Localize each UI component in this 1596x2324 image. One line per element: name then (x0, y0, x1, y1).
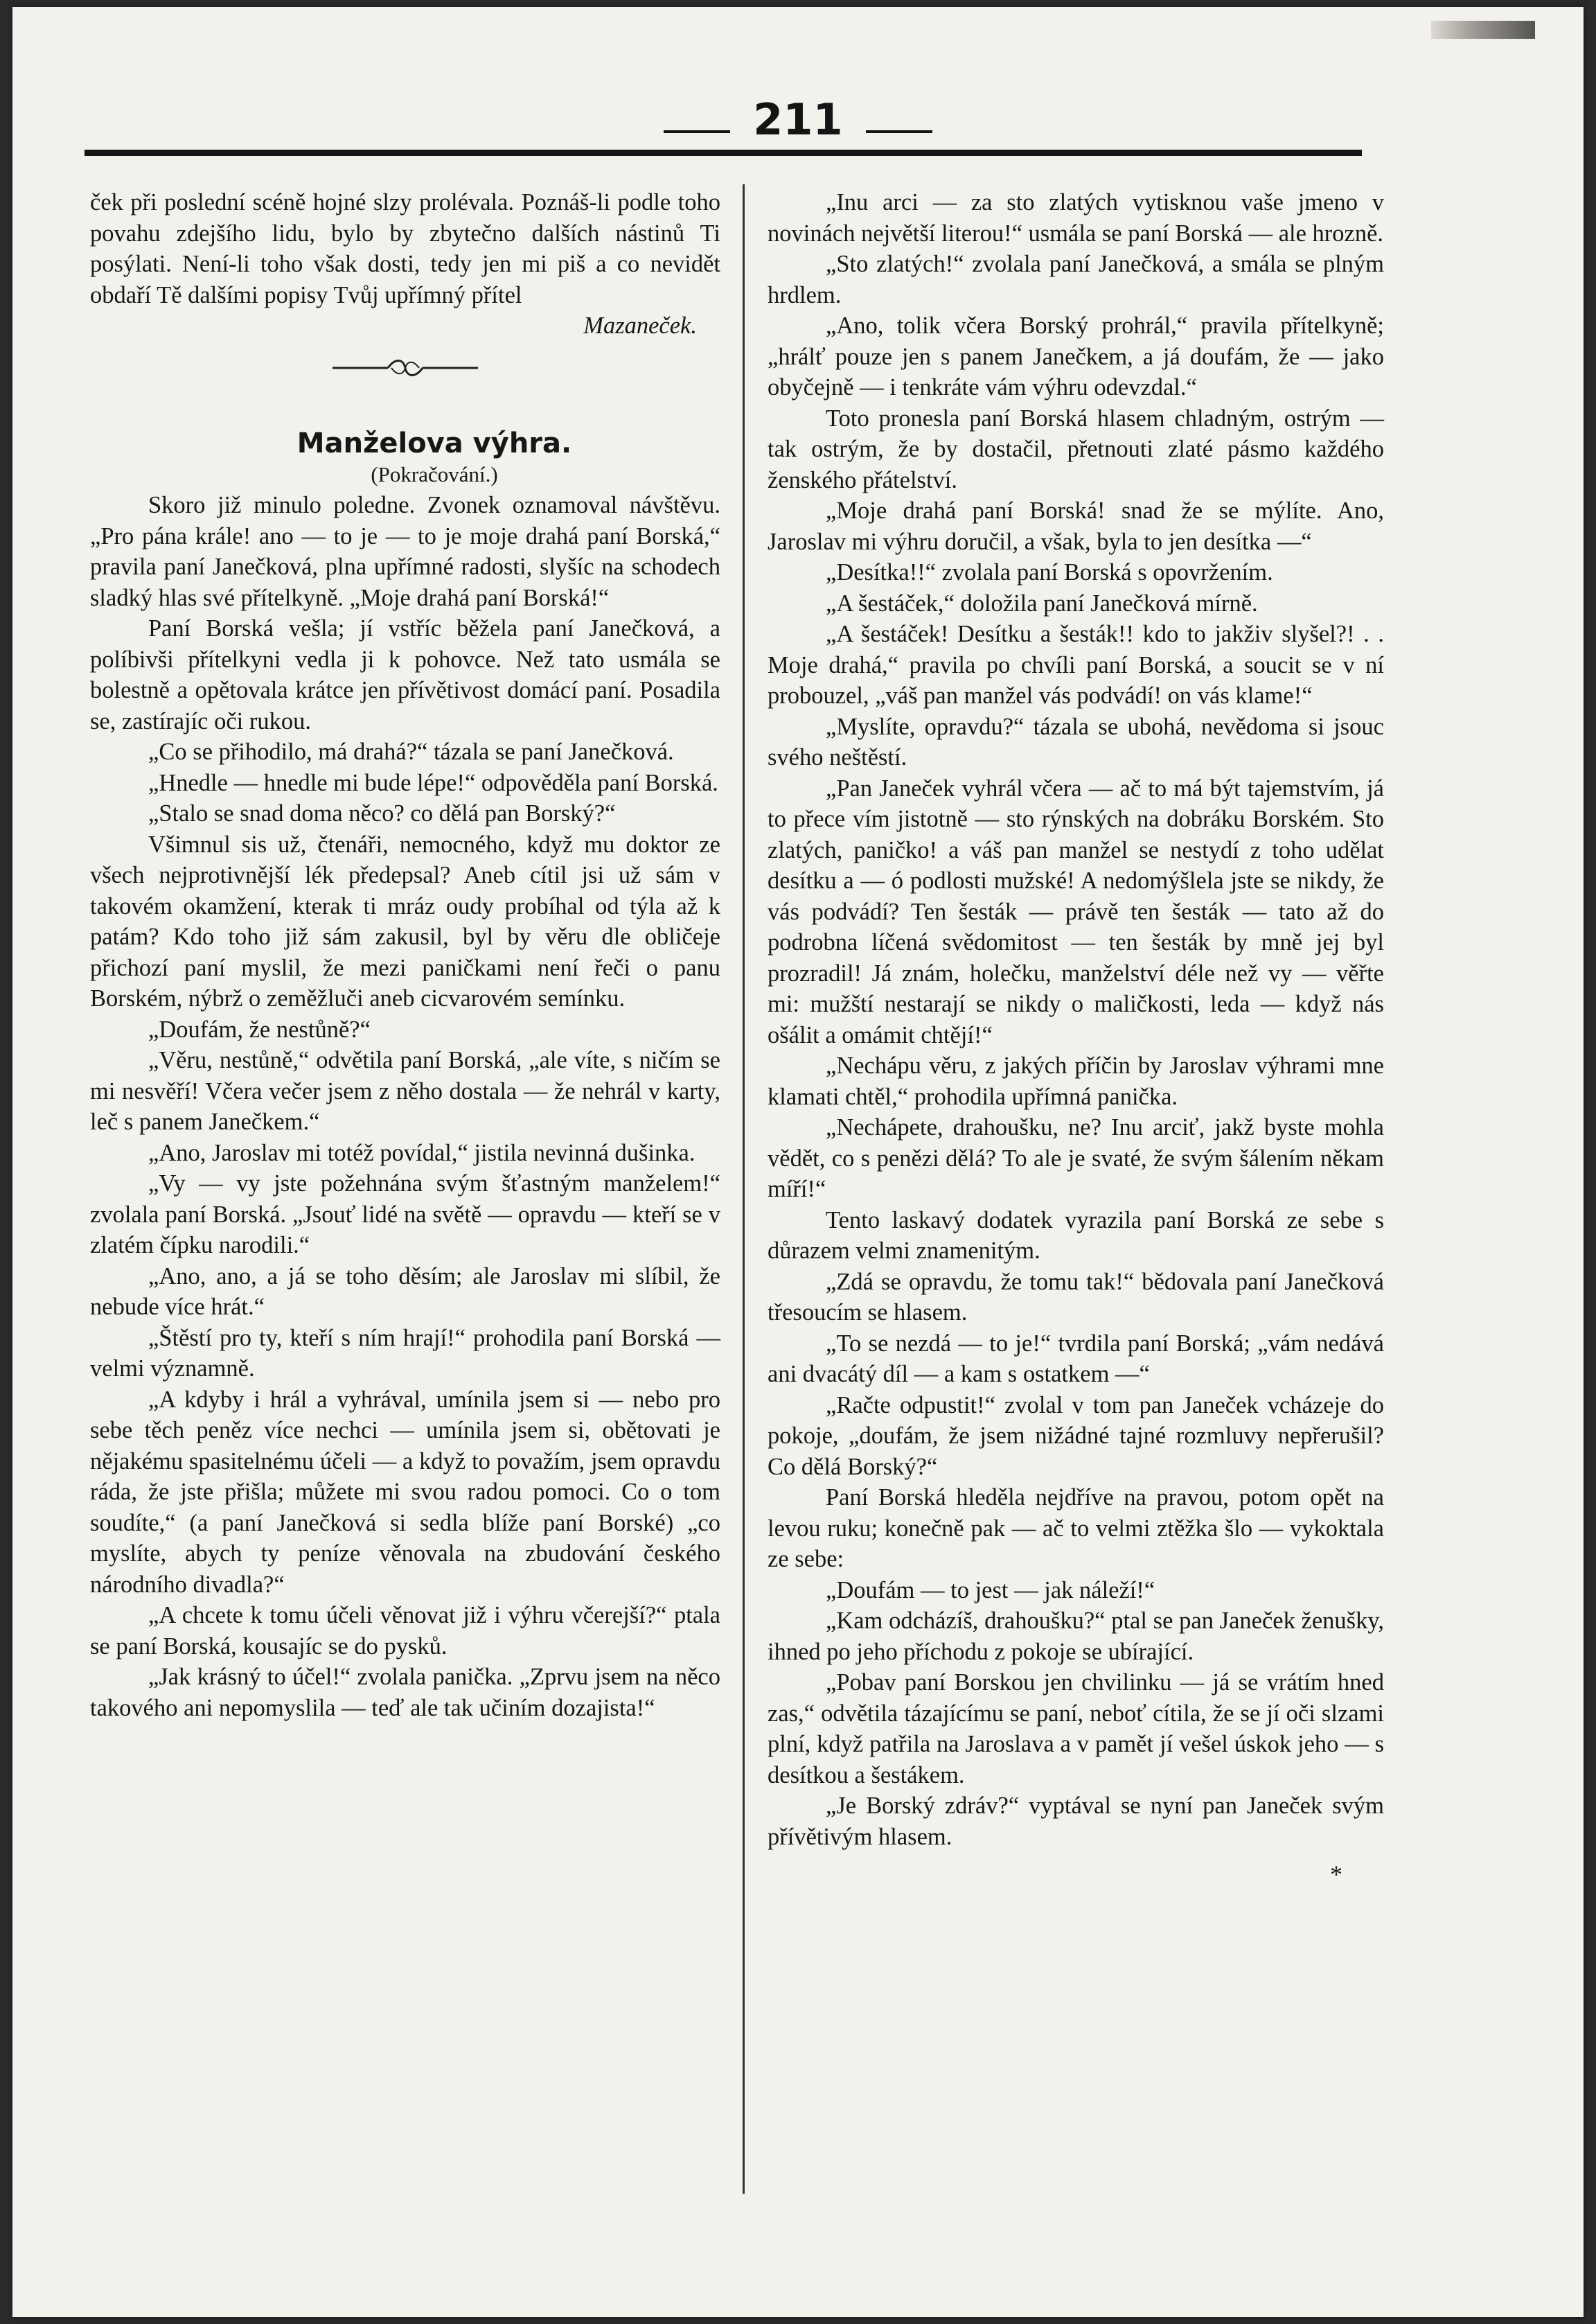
article-paragraph: „Věru, nestůně,“ odvětila paní Borská, „ale víte, s ničím se mi nesvěří! Včera večer jsem z něho dostala — že nehrál v karty, leč s panem Janečkem.“ (90, 1047, 720, 1135)
article-paragraph: „A kdyby i hrál a vyhrával, umínila jsem si — nebo pro sebe těch peněz více nechci — umínila jsem si, obětovati je nějakému spasitelnému účeli — a když to považím, jsem opravdu ráda, že jste přišla; můžete mi svou radou pomoci. Co o tom soudíte,“ (a paní Janečková si sedla blíže paní Borské) „co myslíte, abych ty peníze věnovala na zbudování českého národního divadla?“ (90, 1386, 720, 1598)
article-paragraph: „A šestáček! Desítku a šesták!! kdo to jakživ slyšel?! . . Moje drahá,“ pravila po chvíli paní Borská, a soucit se v ní probouzel, „váš pan manžel vás podvádí! on vás klame!“ (768, 621, 1384, 709)
article-paragraph: „Pobav paní Borskou jen chvilinku — já se vrátím hned zas,“ odvětila tázajícímu se paní, neboť cítila, že se jí oči slzami plní, když patřila na Jaroslava a v pamět jí vešel úskok jeho — s desítkou a šestákem. (768, 1669, 1384, 1788)
article-paragraph: „Desítka!!“ zvolala paní Borská s opovržením. (826, 559, 1273, 586)
article-paragraph: „Jak krásný to účel!“ zvolala panička. „Zprvu jsem na něco takového ani nepomyslila — teď ale tak učiním dozajista!“ (90, 1664, 720, 1721)
article-paragraph: Toto pronesla paní Borská hlasem chladným, ostrým — tak ostrým, že by dostačil, přetnouti zlaté pásmo každého ženského přátelství. (768, 405, 1384, 493)
article-paragraph: „Ano, tolik včera Borský prohrál,“ pravila přítelkyně; „hrálť pouze jen s panem Janečkem, a já doufám, že — jako obyčejně — i tenkráte vám výhru odevzdal.“ (768, 312, 1384, 400)
flourish-icon (326, 355, 485, 380)
article-paragraph: „Doufám — to jest — jak náleží!“ (826, 1576, 1155, 1603)
left-column (90, 187, 720, 1723)
newspaper-page (12, 7, 1584, 2317)
article-paragraph: „Co se přihodilo, má drahá?“ tázala se paní Janečková. (148, 739, 674, 765)
article-paragraph: „Je Borský zdráv?“ vyptával se nyní pan Janeček svým přívětivým hlasem. (768, 1793, 1384, 1850)
section-ornament (90, 355, 720, 389)
article-paragraph: Paní Borská vešla; jí vstříc běžela paní Janečková, a políbivši přítelkyni vedla ji k pohovce. Než tato usmála se bolestně a opětovala krátce jen přívětivost domácí paní. Posadila se, zastírajíc oči rukou. (90, 615, 720, 734)
right-column (768, 187, 1384, 1890)
article-paragraph: „A šestáček,“ doložila paní Janečková mírně. (826, 590, 1258, 617)
article-paragraph: „Myslíte, opravdu?“ tázala se ubohá, nevědoma si jsouc svého neštěstí. (768, 713, 1384, 771)
end-mark: * (1330, 1860, 1342, 1888)
column-divider (743, 184, 745, 2194)
article-paragraph: „Sto zlatých!“ zvolala paní Janečková, a smála se plným hrdlem. (768, 251, 1384, 308)
article-paragraph: „Ano, Jaroslav mi totéž povídal,“ jistila nevinná dušinka. (148, 1139, 695, 1166)
article-paragraph: „Hnedle — hnedle mi bude lépe!“ odpověděla paní Borská. (148, 769, 718, 796)
article-paragraph: „Doufám, že nestůně?“ (148, 1016, 371, 1043)
header-rule (85, 150, 1362, 156)
header-dash-left (664, 130, 730, 133)
page-header (12, 89, 1584, 151)
article-paragraph: „Stalo se snad doma něco? co dělá pan Borský?“ (148, 800, 616, 827)
article-paragraph: „Kam odcházíš, drahoušku?“ ptal se pan Janeček ženušky, ihned po jeho příchodu z pokoje se ubírající. (768, 1608, 1384, 1665)
scan-edge-artifact (1431, 21, 1535, 39)
article-subtitle: (Pokračování.) (371, 461, 498, 486)
article-title: Manželova výhra. (296, 428, 572, 459)
article-paragraph: „Nechápu věru, z jakých příčin by Jaroslav výhrami mne klamati chtěl,“ prohodila upřímná panička. (768, 1053, 1384, 1110)
article-paragraph: Tento laskavý dodatek vyrazila paní Borská ze sebe s důrazem velmi znamenitým. (768, 1206, 1384, 1264)
page-number: 211 (753, 94, 843, 145)
letter-signature: Mazaneček. (583, 312, 697, 339)
article-paragraph: Paní Borská hleděla nejdříve na pravou, potom opět na levou ruku; konečně pak — ač to velmi ztěžka šlo — vykoktala ze sebe: (768, 1484, 1384, 1572)
article-paragraph: „Štěstí pro ty, kteří s ním hrají!“ prohodila paní Borská — velmi významně. (90, 1324, 720, 1382)
article-paragraph: „Inu arci — za sto zlatých vytisknou vaše jmeno v novinách největší literou!“ usmála se paní Borská — ale hrozně. (768, 189, 1384, 247)
article-paragraph: „Vy — vy jste požehnána svým šťastným manželem!“ zvolala paní Borská. „Jsouť lidé na světě — opravdu — kteří se v zlatém čípku narodili.“ (90, 1170, 720, 1258)
article-paragraph: „Račte odpustit!“ zvolal v tom pan Janeček vcházeje do pokoje, „doufám, že jsem nižádné tajné rozmluvy nepřerušil? Co dělá Borský?“ (768, 1391, 1384, 1480)
article-paragraph: „Ano, ano, a já se toho děsím; ale Jaroslav mi slíbil, že nebude více hrát.“ (90, 1262, 720, 1320)
article-paragraph: „Moje drahá paní Borská! snad že se mýlíte. Ano, Jaroslav mi výhru doručil, a však, byla to jen desítka —“ (768, 498, 1384, 555)
header-dash-right (866, 130, 932, 133)
article-paragraph: „To se nezdá — to je!“ tvrdila paní Borská; „vám nedává ani dvacátý díl — a kam s ostatkem —“ (768, 1330, 1384, 1387)
article-paragraph: Skoro již minulo poledne. Zvonek oznamoval návštěvu. „Pro pána krále! ano — to je — to je moje drahá paní Borská,“ pravila paní Janečková, plna upřímné radosti, slyšíc na schodech sladký hlas své přítelkyně. „Moje drahá paní Borská!“ (90, 492, 720, 611)
article-paragraph: Všimnul sis už, čtenáři, nemocného, když mu doktor ze všech nejprotivnější lék předepsal? Aneb cítil jsi už sám v takovém okamžení, kterak ti mráz oudy probíhal od týla až k patám? Kdo toho již sám zakusil, byl by věru dle obličeje přichozí paní myslil, že mezi paničkami není řeči o panu Borském, nýbrž o zeměžluči aneb cicvarovém semínku. (90, 831, 720, 1012)
article-paragraph: „A chcete k tomu účeli věnovat již i výhru včerejší?“ ptala se paní Borská, kousajíc se do pysků. (90, 1602, 720, 1660)
article-paragraph: „Nechápete, drahoušku, ne? Inu arciť, jakž byste mohla vědět, co s penězi dělá? To ale je svaté, že svým šálením někam míří!“ (768, 1114, 1384, 1202)
article-paragraph: „Pan Janeček vyhrál včera — ač to má být tajemstvím, já to přece vím jistotně — sto rýnských na dobráku Borském. Sto zlatých, paničko! a váš pan manžel se nestydí z toho udělat desítku a — ó podlosti mužské! A nedomýšlela jste se nikdy, že vás podvádí? Ten šesták — právě ten šesták — tato až do podrobna líčená svědomitost — ten šesták by mně jej byl prozradil! Já znám, holečku, manželství déle než vy — věřte mi: mužští nestarají se nikdy o maličkosti, leda — když nás ošálit a omámit chtějí!“ (768, 775, 1384, 1048)
article-paragraph: „Zdá se opravdu, že tomu tak!“ bědovala paní Janečková třesoucím se hlasem. (768, 1268, 1384, 1326)
intro-paragraph: ček při poslední scéně hojné slzy prolévala. Poznáš-li podle toho povahu zdejšího lidu, bylo by zbytečno dalších nástinů Ti posýlati. Není-li toho však dosti, tedy jen mi piš a co nevidět obdaří Tě dalšími popisy Tvůj upřímný přítel (90, 189, 720, 308)
